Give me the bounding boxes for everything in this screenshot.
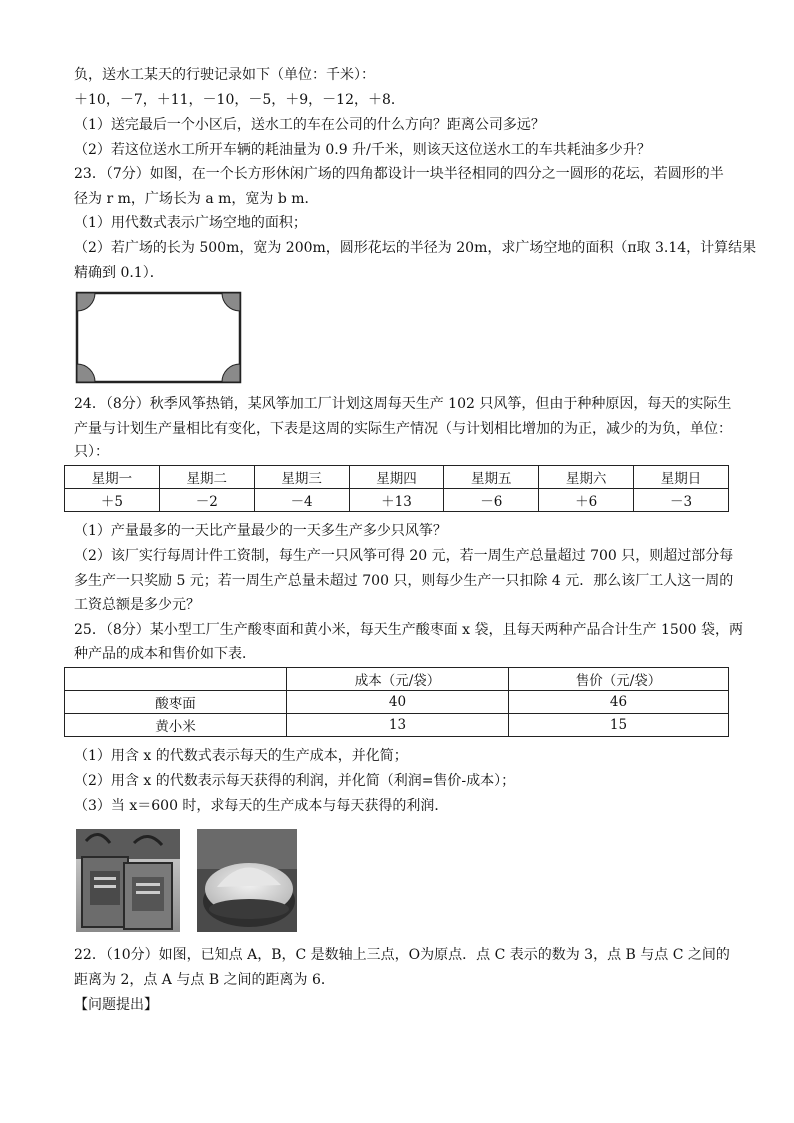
question-23-title: 23．（7分）如图，在一个长方形休闲广场的四角都设计一块半径相同的四分之一圆形的花坛，若圆形的半 [74,166,724,182]
text-line: （3）当 x＝600 时，求每天的生产成本与每天获得的利润． [74,798,449,814]
table-cell: ＋6 [539,489,634,512]
table-cell: 15 [509,714,729,737]
table-cell: 46 [509,691,729,714]
text-line: （1）产量最多的一天比产量最少的一天多生产多少只风筝？ [74,523,447,539]
table-header-cell: 星期三 [254,466,349,489]
table-header-cell: 星期日 [634,466,729,489]
text-line: 径为 r m，广场长为 a m，宽为 b m． [74,191,319,207]
table-header-cell: 星期五 [444,466,539,489]
text-line: 精确到 0.1）． [74,265,164,281]
text-line: 多生产一只奖励 5 元；若一周生产总量未超过 700 只，则每少生产一只扣除 4 元．那么该厂工人这一周的 [74,573,734,589]
table-cell: －3 [634,489,729,512]
question-22-title: 22．（10分）如图，已知点 A，B，C 是数轴上三点，O为原点．点 C 表示的数为 3，点 B 与点 C 之间的 [74,947,730,963]
table-cell: 13 [287,714,509,737]
table-row [65,668,729,691]
table-header-cell: 星期六 [539,466,634,489]
table-cell: ＋5 [65,489,160,512]
text-line: 工资总额是多少元？ [74,597,200,613]
text-line: 种产品的成本和售价如下表． [74,646,256,662]
table-header-cell [65,668,287,691]
text-line: （2）该厂实行每周计件工资制，每生产一只风筝可得 20 元，若一周生产总量超过 700 只，则超过部分每 [74,548,734,564]
cost-price-table [64,667,729,737]
table-header-cell: 星期一 [65,466,160,489]
text-line: 负，送水工某天的行驶记录如下（单位：千米）： [74,67,375,83]
text-line: （1）用含 x 的代数式表示每天的生产成本，并化简； [74,748,408,764]
text-line: ＋10，－7，＋11，－10，－5，＋9，－12，＋8． [74,92,405,108]
text-line: 距离为 2，点 A 与点 B 之间的距离为 6． [74,972,335,988]
text-line: （2）若广场的长为 500m，宽为 200m，圆形花坛的半径为 20m，求广场空地的面积（π取 3.14，计算结果 [74,240,757,256]
text-line: （2）若这位送水工所开车辆的耗油量为 0.9 升/千米，则该天这位送水工的车共耗油多少升？ [74,142,651,158]
table-header-cell: 售价（元/袋） [509,668,729,691]
millet-bowl-photo [197,829,297,932]
table-row [65,691,729,714]
table-header-cell: 星期四 [349,466,444,489]
table-cell: 黄小米 [65,714,287,737]
table-header-cell: 成本（元/袋） [287,668,509,691]
table-row [65,489,729,512]
table-header-cell: 星期二 [159,466,254,489]
text-line: （1）送完最后一个小区后，送水工的车在公司的什么方向？距离公司多远？ [74,117,545,133]
jujube-noodle-bags-photo [76,829,180,932]
weekly-production-table [64,465,729,512]
text-line: （1）用代数式表示广场空地的面积； [74,215,307,231]
section-heading: 【问题提出】 [74,997,158,1013]
table-row [65,714,729,737]
table-cell: ＋13 [349,489,444,512]
plaza-diagram [74,290,244,386]
table-cell: －4 [254,489,349,512]
table-cell: 40 [287,691,509,714]
table-cell: 酸枣面 [65,691,287,714]
table-row [65,466,729,489]
text-line: （2）用含 x 的代数表示每天获得的利润，并化简（利润=售价-成本）； [74,773,516,789]
table-cell: －6 [444,489,539,512]
text-line: 只）： [74,444,109,460]
question-24-title: 24．（8分）秋季风筝热销，某风筝加工厂计划这周每天生产 102 只风筝，但由于种种原因，每天的实际生 [74,396,732,412]
question-25-title: 25．（8分）某小型工厂生产酸枣面和黄小米，每天生产酸枣面 x 袋，且每天两种产品合计生产 1500 袋，两 [74,622,744,638]
table-cell: －2 [159,489,254,512]
text-line: 产量与计划生产量相比有变化，下表是这周的实际生产情况（与计划相比增加的为正，减少的为负，单位： [74,421,732,437]
